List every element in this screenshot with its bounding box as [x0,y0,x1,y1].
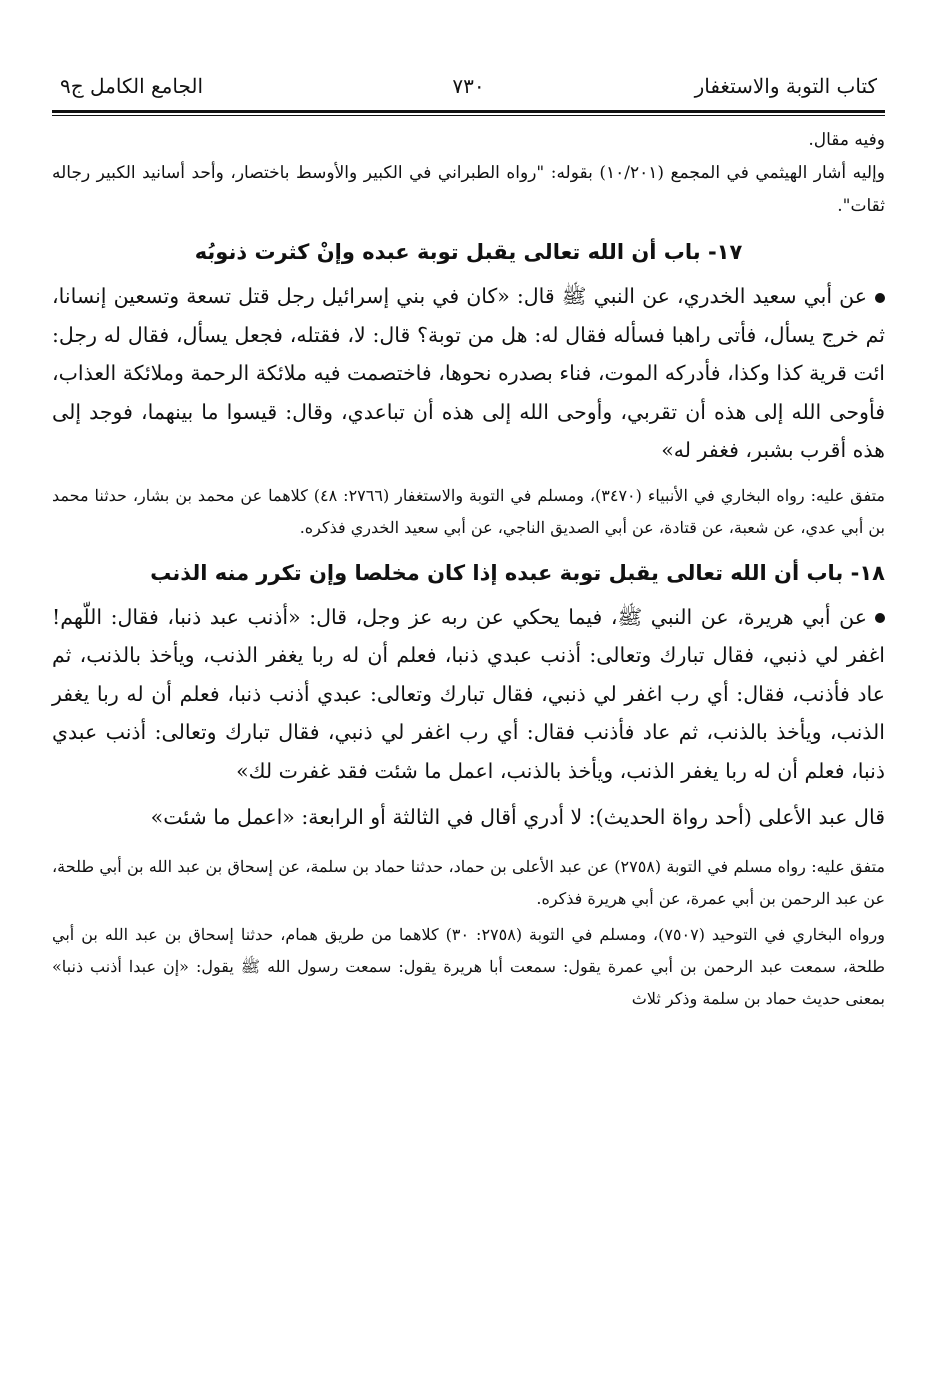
book-page [52,72,885,1015]
chapter-17-title: ١٧- باب أن الله تعالى يقبل توبة عبده وإنْ كثرت ذنوبُه [194,240,743,264]
intro-line-1: وفيه مقال. [808,130,885,150]
source-17: متفق عليه: رواه البخاري في الأنبياء (٣٤٧٠)، ومسلم في التوبة والاستغفار (٢٧٦٦: ٤٨) كلاهما عن محمد بن بشار، حدثنا محمد بن أبي عدي، عن شعبة، عن قتادة، عن أبي الصديق الناجي، عن أبي سعيد الخدري فذكره. [52,485,886,537]
source-18-1: متفق عليه: رواه مسلم في التوبة (٢٧٥٨) عن عبد الأعلى بن حماد، حدثنا حماد بن سلمة، عن إسحاق بن عبد الله بن أبي طلحة، عن عبد الرحمن بن أبي عمرة، عن أبي هريرة فذكره. [52,856,885,908]
narrator-note: قال عبد الأعلى (أحد رواة الحديث): لا أدري أقال في الثالثة أو الرابعة: «اعمل ما شئت» [150,805,885,829]
header-book-title: كتاب التوبة والاستغفار [694,74,877,98]
hadith-17 [52,277,885,470]
running-header [52,72,885,106]
page-number: ٧٣٠ [452,74,485,98]
bullet-icon [875,613,885,623]
hadith-17-text: عن أبي سعيد الخدري، عن النبي ﷺ قال: «كان في بني إسرائيل رجل قتل تسعة وتسعين إنسانا، ثم خرج يسأل، فأتى راهبا فسأله فقال له: هل من توبة؟ قال: لا، فقتله، فجعل يسأل، فقال له رجل: ائت قرية كذا وكذا، فأدركه الموت، فناء بصدره نحوها، فاختصمت فيه ملائكة الرحمة وملائكة العذاب، فأوحى الله إلى هذه أن تقربي، وأوحى الله إلى هذه أن تباعدي، وقال: قيسوا ما بينهما، فوجد إلى هذه أقرب بشبر، فغفر له» [52,284,885,462]
hadith-18-text: عن أبي هريرة، عن النبي ﷺ، فيما يحكي عن ربه عز وجل، قال: «أذنب عبد ذنبا، فقال: اللّهم! اغفر لي ذنبي، فقال تبارك وتعالى: أذنب عبدي ذنبا، فعلم أن له ربا يغفر الذنب، ويأخذ بالذنب، ثم عاد فأذنب، فقال: أي رب اغفر لي ذنبي، فقال تبارك وتعالى: عبدي أذنب ذنبا، فعلم أن له ربا يغفر الذنب، ويأخذ بالذنب، ثم عاد فأذنب فقال: أي رب اغفر لي ذنبي، فقال تبارك وتعالى: أذنب عبدي ذنبا، فعلم أن له ربا يغفر الذنب، ويأخذ بالذنب، اعمل ما شئت فقد غفرت لك» [52,604,885,783]
intro-line-2: وإليه أشار الهيثمي في المجمع (١٠/٢٠١) بقوله: "رواه الطبراني في الكبير والأوسط باختصار، وأحد أسانيد الكبير رجاله ثقات". [52,163,885,216]
header-rule-thick [52,110,885,113]
source-18-2: ورواه البخاري في التوحيد (٧٥٠٧)، ومسلم في التوبة (٢٧٥٨: ٣٠) كلاهما من طريق همام، حدثنا إسحاق بن عبد الله بن أبي طلحة، سمعت عبد الرحمن بن أبي عمرة يقول: سمعت أبا هريرة يقول: سمعت رسول الله ﷺ يقول: «إن عبدا أذنب ذنبا» بمعنى حديث حماد بن سلمة وذكر ثلاث [52,924,886,1008]
header-rule-thin [52,115,885,116]
hadith-18 [52,598,885,791]
chapter-18-title: ١٨- باب أن الله تعالى يقبل توبة عبده إذا كان مخلصا وإن تكرر منه الذنب [150,560,885,585]
header-volume: الجامع الكامل ج٩ [60,74,204,98]
bullet-icon [875,293,885,303]
